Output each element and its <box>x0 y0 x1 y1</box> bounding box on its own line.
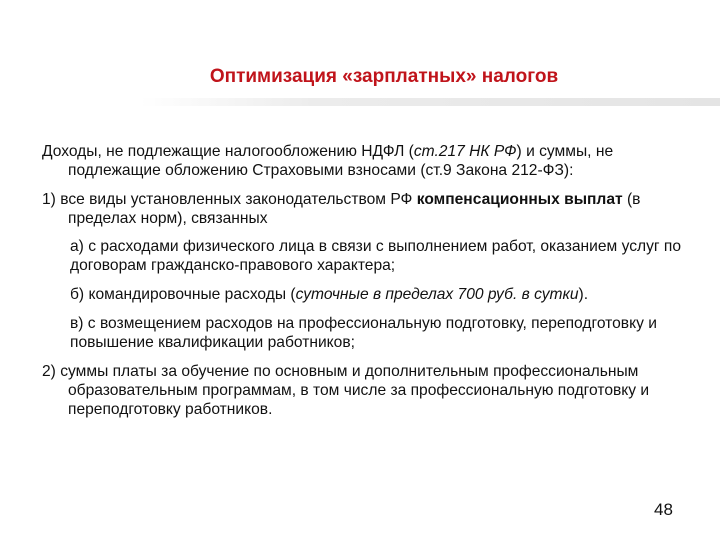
intro-text-before: Доходы, не подлежащие налогообложению НДФЛ ( <box>42 143 414 160</box>
item1-bold: компенсационных выплат <box>416 191 623 208</box>
intro-text-after: ) и суммы, не подлежащие обложению Страховыми взносами (ст.9 Закона 212-ФЗ): <box>68 143 614 179</box>
sub-b-text-before: б) командировочные расходы ( <box>70 286 296 303</box>
item1-text-before: все виды установленных законодательством РФ <box>55 191 417 208</box>
sub-b-text-after: ). <box>578 286 589 303</box>
list-item-1 <box>42 190 682 228</box>
item1-text-after: (в пределах норм), связанных <box>68 191 641 227</box>
item2-text: суммы платы за обучение по основным и дополнительным профессиональным образовательным программам, в том числе за профессиональную подготовку и переподготовку работников. <box>55 363 650 418</box>
sub-item-b <box>70 285 682 304</box>
slide-title: Оптимизация «зарплатных» налогов <box>209 66 559 87</box>
intro-paragraph <box>42 142 682 180</box>
sub-b-italic: суточные в пределах 700 руб. в сутки <box>295 286 579 303</box>
sub-item-c: в) с возмещением расходов на профессиональную подготовку, переподготовку и повышение квалификации работников; <box>70 315 657 351</box>
intro-italic: ст.217 НК РФ <box>413 143 517 160</box>
page-number: 48 <box>654 500 673 519</box>
slide-body <box>42 142 682 428</box>
item1-marker: 1) <box>42 191 56 208</box>
list-item-2 <box>42 362 682 419</box>
title-divider <box>140 98 720 106</box>
sub-item-a: а) с расходами физического лица в связи с выполнением работ, оказанием услуг по договорам гражданско-правового характера; <box>70 238 682 274</box>
item2-marker: 2) <box>42 363 56 380</box>
